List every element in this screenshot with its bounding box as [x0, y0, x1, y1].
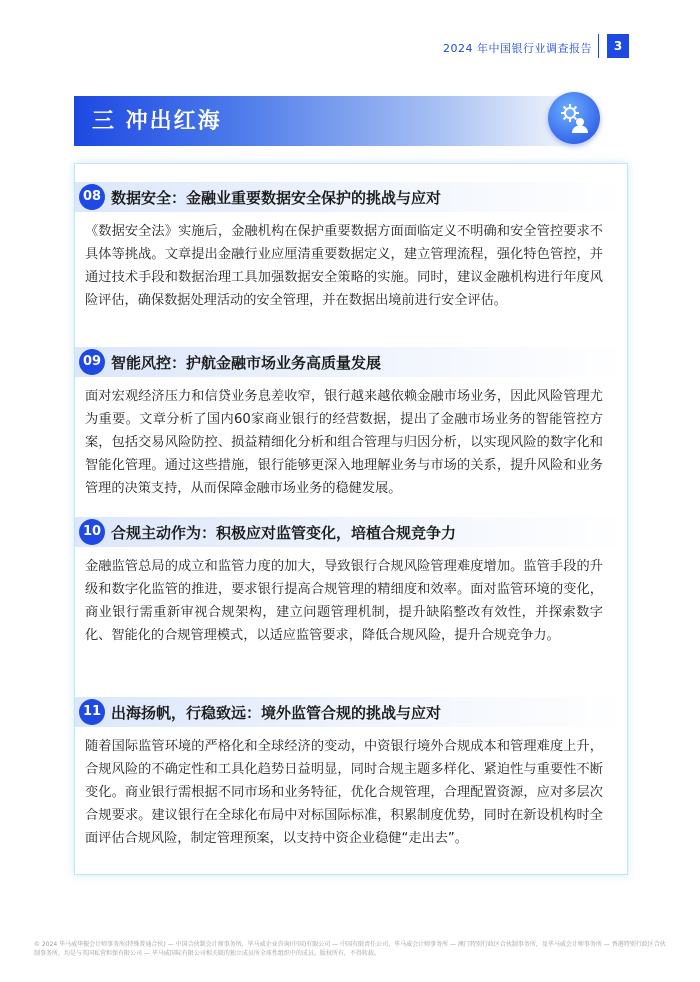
item-heading	[75, 697, 627, 727]
item-title: 合规主动作为：积极应对监管变化，培植合规竞争力	[111, 524, 457, 542]
list-item	[75, 347, 627, 500]
section-title: 三 冲出红海	[92, 109, 222, 134]
item-title: 出海扬帆，行稳致远：境外监管合规的挑战与应对	[111, 704, 442, 722]
item-title: 数据安全：金融业重要数据安全保护的挑战与应对	[111, 189, 442, 207]
item-body: 随着国际监管环境的严格化和全球经济的变动，中资银行境外合规成本和管理难度上升，合规风险的不确定性和工具化趋势日益明显，同时合规主题多样化、紧迫性与重要性不断变化。商业银行需根据不同市场和业务特征，优化合规管理，合理配置资源，应对多层次合规要求。建议银行在全球化布局中对标国际标准，积累制度优势，同时在新设机构时全面评估合规风险，制定管理预案，以支持中资企业稳健“走出去”。	[85, 739, 603, 846]
item-heading	[75, 182, 627, 212]
item-number-badge: 11	[79, 699, 105, 725]
header-divider	[598, 34, 599, 58]
item-number-badge: 08	[79, 184, 105, 210]
item-body: 金融监管总局的成立和监管力度的加大，导致银行合规风险管理难度增加。监管手段的升级和数字化监管的推进，要求银行提高合规管理的精细度和效率。面对监管环境的变化，商业银行需重新审视合规架构，建立问题管理机制，提升缺陷整改有效性，并探索数字化、智能化的合规管理模式，以适应监管要求，降低合规风险，提升合规竞争力。	[85, 559, 603, 643]
report-title: 2024 年中国银行业调查报告	[443, 42, 592, 55]
item-heading	[75, 347, 627, 377]
page-number: 3	[607, 34, 629, 58]
item-body: 《数据安全法》实施后，金融机构在保护重要数据方面面临定义不明确和安全管控要求不具体等挑战。文章提出金融行业应厘清重要数据定义，建立管理流程，强化特色管控，并通过技术手段和数据治理工具加强数据安全策略的实施。同时，建议金融机构进行年度风险评估，确保数据处理活动的安全管理，并在数据出境前进行安全评估。	[85, 224, 603, 308]
item-number-badge: 10	[79, 519, 105, 545]
list-item	[75, 182, 627, 312]
list-item	[75, 697, 627, 850]
content-box	[74, 163, 628, 875]
footer-copyright: © 2024 毕马威华振会计师事务所(特殊普通合伙) — 中国合伙制会计师事务所，毕马威企业咨询(中国)有限公司 — 中国有限责任公司，毕马威会计师事务所 — 澳门特别行政区合伙制事务所，及毕马威会计师事务所 — 香港特别行政区合伙制事务所，均是与英国私营担保有限公司 — 毕马威国际有限公司相关联的独立成员所全球性组织中的成员。版权所有，不得转载。	[34, 941, 666, 957]
item-heading	[75, 517, 627, 547]
list-item	[75, 517, 627, 647]
item-body: 面对宏观经济压力和信贷业务息差收窄，银行越来越依赖金融市场业务，因此风险管理尤为重要。文章分析了国内60家商业银行的经营数据，提出了金融市场业务的智能管控方案，包括交易风险防控、损益精细化分析和组合管理与归因分析，以实现风险的数字化和智能化管理。通过这些措施，银行能够更深入地理解业务与市场的关系，提升风险和业务管理的决策支持，从而保障金融市场业务的稳健发展。	[85, 389, 603, 496]
item-number-badge: 09	[79, 349, 105, 375]
item-title: 智能风控：护航金融市场业务高质量发展	[111, 354, 382, 372]
gear-person-icon	[548, 92, 600, 144]
